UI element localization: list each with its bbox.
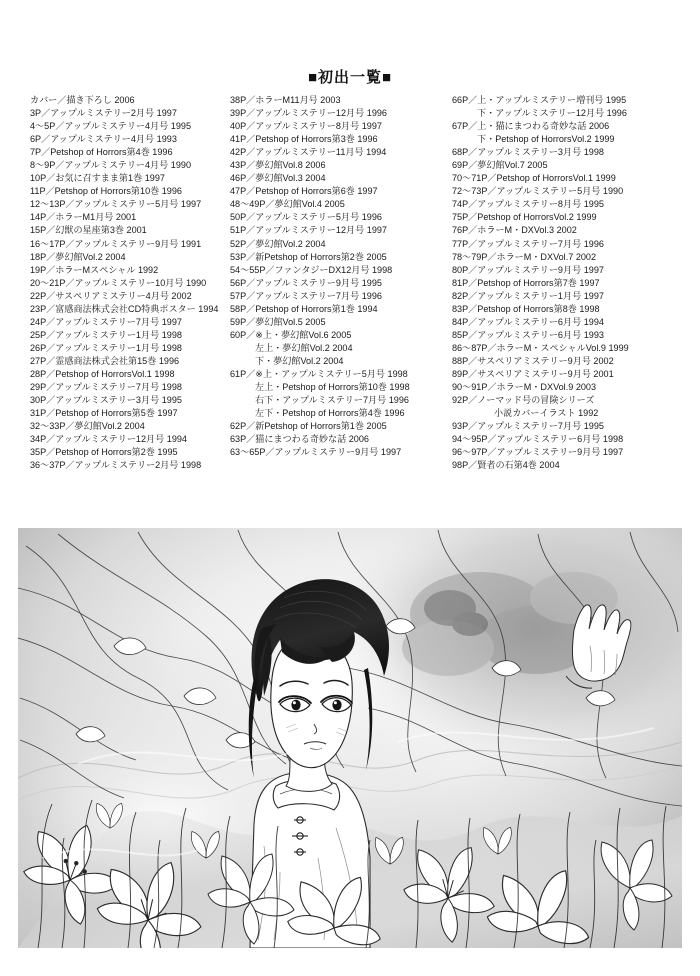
credit-entry: 75P／Petshop of HorrorsVol.2 1999 (452, 212, 597, 223)
credit-entry: 29P／アップルミステリー7月号 1998 (30, 382, 182, 393)
credit-entry: 48～49P／夢幻館Vol.4 2005 (230, 199, 345, 210)
credits-column-3 (452, 94, 675, 472)
credit-entry: 26P／アップルミステリー1月号 1998 (30, 342, 182, 353)
credit-entry: 34P／アップルミステリー12月号 1994 (30, 434, 187, 445)
credit-entry: 69P／夢幻館Vol.7 2005 (452, 160, 548, 171)
credit-entry: カバー／描き下ろし 2006 (30, 95, 135, 105)
credit-entry: 56P／アップルミステリー9月号 1995 (230, 277, 382, 288)
credit-entry: 28P／Petshop of HorrorsVol.1 1998 (30, 368, 175, 379)
credit-entry: 19P／ホラーMスペシャル 1992 (30, 264, 159, 275)
credit-entry: 27P／霊感商法株式会社第15巻 1996 (30, 355, 180, 366)
credit-entry: 78～79P／ホラーM・DXVol.7 2002 (452, 251, 597, 262)
credit-entry: 61P／※上・アップルミステリー5月号 1998 (230, 368, 408, 379)
credit-entry: 80P／アップルミステリー9月号 1997 (452, 264, 604, 275)
credit-entry: 25P／アップルミステリー1月号 1998 (30, 329, 182, 340)
credit-entry: 下・夢幻館Vol.2 2004 (255, 355, 344, 366)
credit-entry: 53P／新Petshop of Horrors第2巻 2005 (230, 251, 387, 262)
credit-entry: 59P／夢幻館Vol.5 2005 (230, 316, 326, 327)
credit-entry: 20～21P／アップルミステリー10月号 1990 (30, 277, 207, 288)
credit-entry: 下・Petshop of HorrorsVol.2 1999 (477, 134, 615, 145)
credit-entry: 72～73P／アップルミステリー5月号 1990 (452, 186, 624, 197)
credits-column-2 (230, 94, 452, 459)
credit-entry: 51P／アップルミステリー12月号 1997 (230, 225, 387, 236)
credit-entry: 88P／サスペリアミステリー9月号 2002 (452, 355, 614, 366)
credits-list (30, 94, 675, 472)
credit-entry: 38P／ホラーM11月号 2003 (230, 95, 341, 105)
credit-entry: 66P／上・アップルミステリー増刊号 1995 (452, 95, 627, 105)
credit-entry: 82P／アップルミステリー1月号 1997 (452, 290, 604, 301)
credit-entry: 89P／サスペリアミステリー9月号 2001 (452, 368, 614, 379)
credit-entry: 93P／アップルミステリー7月号 1995 (452, 421, 604, 432)
credit-entry: 43P／夢幻館Vol.8 2006 (230, 160, 326, 171)
credit-entry: 42P／アップルミステリー11月号 1994 (230, 147, 387, 158)
credit-entry: 54～55P／ファンタジーDX12月号 1998 (230, 264, 393, 275)
credit-entry: 11P／Petshop of Horrors第10巻 1996 (30, 186, 182, 197)
credit-entry: 小説カバーイラスト 1992 (494, 408, 599, 419)
credit-entry: 10P／お気に召すまま第1巻 1997 (30, 173, 165, 184)
credit-entry: 58P／Petshop of Horrors第1巻 1994 (230, 303, 378, 314)
credits-column-1 (30, 94, 230, 472)
illustration-panel (18, 528, 682, 948)
credit-entry: 40P／アップルミステリー8月号 1997 (230, 121, 382, 132)
credit-entry: 41P／Petshop of Horrors第3巻 1996 (230, 134, 378, 145)
credit-entry: 86～87P／ホラーM・スペシャルVol.9 1999 (452, 342, 629, 353)
credit-entry: 22P／サスペリアミステリー4月号 2002 (30, 290, 192, 301)
credit-entry: 74P／アップルミステリー8月号 1995 (452, 199, 604, 210)
credit-entry: 3P／アップルミステリー2月号 1997 (30, 108, 177, 119)
credit-entry: 47P／Petshop of Horrors第6巻 1997 (230, 186, 378, 197)
credit-entry: 24P／アップルミステリー7月号 1997 (30, 316, 182, 327)
credit-entry: 98P／賢者の石第4巻 2004 (452, 460, 560, 471)
credit-entry: 85P／アップルミステリー6月号 1993 (452, 329, 604, 340)
credit-entry: 18P／夢幻館Vol.2 2004 (30, 251, 126, 262)
credit-entry: 8～9P／アップルミステリー4月号 1990 (30, 160, 192, 171)
credit-entry: 30P／アップルミステリー3月号 1995 (30, 395, 182, 406)
credit-entry: 15P／幻獣の星座第3巻 2001 (30, 225, 147, 236)
credit-entry: 92P／ノーマッド号の冒険シリーズ (452, 395, 595, 406)
credit-entry: 60P／※上・夢幻館Vol.6 2005 (230, 329, 352, 340)
credit-entry: 6P／アップルミステリー4月号 1993 (30, 134, 177, 145)
credit-entry: 左上・夢幻館Vol.2 2004 (255, 342, 353, 353)
credit-entry: 67P／上・猫にまつわる奇妙な話 2006 (452, 121, 610, 132)
credit-entry: 16～17P／アップルミステリー9月号 1991 (30, 238, 202, 249)
credit-entry: 84P／アップルミステリー6月号 1994 (452, 316, 604, 327)
credit-entry: 12～13P／アップルミステリー5月号 1997 (30, 199, 202, 210)
credit-entry: 39P／アップルミステリー12月号 1996 (230, 108, 387, 119)
credit-entry: 70～71P／Petshop of HorrorsVol.1 1999 (452, 173, 616, 184)
credit-entry: 50P／アップルミステリー5月号 1996 (230, 212, 382, 223)
credit-entry: 83P／Petshop of Horrors第8巻 1998 (452, 303, 600, 314)
credit-entry: 63P／猫にまつわる奇妙な話 2006 (230, 434, 369, 445)
credit-entry: 77P／アップルミステリー7月号 1996 (452, 238, 604, 249)
credit-entry: 7P／Petshop of Horrors第4巻 1996 (30, 147, 173, 158)
credit-entry: 下・アップルミステリー12月号 1996 (477, 108, 627, 119)
credit-entry: 57P／アップルミステリー7月号 1996 (230, 290, 382, 301)
credit-entry: 左上・Petshop of Horrors第10巻 1998 (255, 382, 410, 393)
page-title: ■初出一覧■ (307, 69, 393, 86)
credit-entry: 62P／新Petshop of Horrors第1巻 2005 (230, 421, 387, 432)
credit-entry: 81P／Petshop of Horrors第7巻 1997 (452, 277, 600, 288)
illustration-image (18, 528, 682, 948)
credit-entry: 35P／Petshop of Horrors第2巻 1995 (30, 447, 178, 458)
credit-entry: 46P／夢幻館Vol.3 2004 (230, 173, 326, 184)
credit-entry: 14P／ホラーM1月号 2001 (30, 212, 137, 223)
credit-entry: 32～33P／夢幻館Vol.2 2004 (30, 421, 145, 432)
credit-entry: 4～5P／アップルミステリー4月号 1995 (30, 121, 192, 132)
credit-entry: 左下・Petshop of Horrors第4巻 1996 (255, 408, 405, 419)
credit-entry: 36～37P／アップルミステリー2月号 1998 (30, 460, 202, 471)
credit-entry: 90～91P／ホラーM・DXVol.9 2003 (452, 382, 597, 393)
credit-entry: 68P／アップルミステリー3月号 1998 (452, 147, 604, 158)
credit-entry: 31P／Petshop of Horrors第5巻 1997 (30, 408, 178, 419)
credit-entry: 23P／富感商法株式会社CD特典ポスター 1994 (30, 303, 219, 314)
credit-entry: 52P／夢幻館Vol.2 2004 (230, 238, 326, 249)
credit-entry: 右下・アップルミステリー7月号 1996 (255, 395, 409, 406)
credit-entry: 76P／ホラーM・DXVol.3 2002 (452, 225, 577, 236)
credit-entry: 96～97P／アップルミステリー9月号 1997 (452, 447, 624, 458)
credit-entry: 63～65P／アップルミステリー9月号 1997 (230, 447, 402, 458)
credit-entry: 94～95P／アップルミステリー6月号 1998 (452, 434, 624, 445)
